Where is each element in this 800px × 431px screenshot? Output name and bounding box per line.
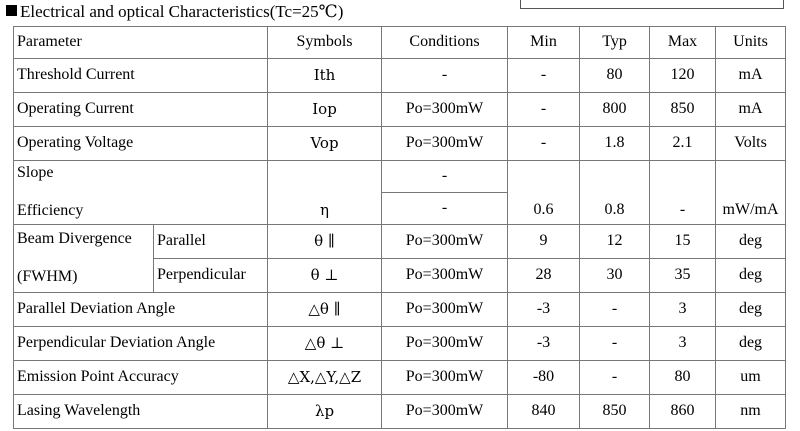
symbol-cell: θ ⊥	[268, 258, 382, 292]
min-cell: -3	[508, 292, 580, 326]
square-bullet-icon	[6, 5, 17, 16]
slope-efficiency-label	[17, 162, 264, 222]
symbol-cell: Ith	[268, 58, 382, 92]
units-cell: nm	[716, 394, 786, 428]
parameter-cell: Parallel Deviation Angle	[14, 292, 268, 326]
units-cell: mA	[716, 92, 786, 126]
units-cell: um	[716, 360, 786, 394]
units-cell: deg	[716, 258, 786, 292]
conditions-cell: Po=300mW	[382, 326, 508, 360]
conditions-cell: Po=300mW	[382, 126, 508, 160]
typ-cell: 12	[580, 224, 650, 258]
sub-parameter-cell: Parallel	[154, 224, 268, 258]
section-title	[6, 2, 343, 22]
max-cell: 15	[650, 224, 716, 258]
conditions-cell: Po=300mW	[382, 292, 508, 326]
symbol-cell: η	[268, 160, 382, 224]
units-cell: Volts	[716, 126, 786, 160]
parameter-cell: Operating Current	[14, 92, 268, 126]
units-cell: deg	[716, 224, 786, 258]
top-frame-edge	[520, 0, 784, 9]
parameter-cell: Threshold Current	[14, 58, 268, 92]
conditions-cell: -	[382, 160, 508, 192]
max-cell: 860	[650, 394, 716, 428]
units-cell: deg	[716, 292, 786, 326]
table-row	[14, 126, 786, 160]
parameter-cell	[14, 224, 154, 292]
symbol-cell: θ ∥	[268, 224, 382, 258]
typ-cell: 850	[580, 394, 650, 428]
min-cell: -	[508, 58, 580, 92]
header-conditions: Conditions	[382, 27, 508, 59]
units-cell: mW/mA	[716, 160, 786, 224]
parameter-line: Beam Divergence	[17, 230, 132, 248]
header-symbols: Symbols	[268, 27, 382, 59]
min-cell: 840	[508, 394, 580, 428]
sub-parameter-cell: Perpendicular	[154, 258, 268, 292]
typ-cell: 80	[580, 58, 650, 92]
table-row	[14, 224, 786, 258]
typ-cell: 0.8	[580, 160, 650, 224]
conditions-cell: -	[382, 192, 508, 224]
header-min: Min	[508, 27, 580, 59]
parameter-cell: Lasing Wavelength	[14, 394, 268, 428]
max-cell: 3	[650, 292, 716, 326]
max-cell: 35	[650, 258, 716, 292]
header-parameter: Parameter	[14, 27, 268, 59]
header-typ: Typ	[580, 27, 650, 59]
parameter-cell	[14, 160, 268, 224]
symbol-cell: λp	[268, 394, 382, 428]
beam-divergence-label	[17, 228, 150, 288]
min-cell: 0.6	[508, 160, 580, 224]
min-cell: -	[508, 126, 580, 160]
table-row	[14, 292, 786, 326]
parameter-line: Slope	[17, 164, 54, 182]
parameter-cell: Emission Point Accuracy	[14, 360, 268, 394]
units-cell: mA	[716, 58, 786, 92]
conditions-cell: Po=300mW	[382, 224, 508, 258]
table-row	[14, 394, 786, 428]
min-cell: 28	[508, 258, 580, 292]
table-row	[14, 58, 786, 92]
parameter-cell: Perpendicular Deviation Angle	[14, 326, 268, 360]
min-cell: -3	[508, 326, 580, 360]
table-row	[14, 360, 786, 394]
symbol-cell: △θ ⊥	[268, 326, 382, 360]
typ-cell: -	[580, 360, 650, 394]
symbol-cell: Iop	[268, 92, 382, 126]
section-title-text: Electrical and optical Characteristics(Tc=25℃)	[20, 2, 344, 21]
min-cell: -	[508, 92, 580, 126]
characteristics-table	[13, 26, 786, 429]
conditions-cell: Po=300mW	[382, 258, 508, 292]
table-row	[14, 160, 786, 192]
max-cell: 3	[650, 326, 716, 360]
header-units: Units	[716, 27, 786, 59]
typ-cell: -	[580, 292, 650, 326]
max-cell: -	[650, 160, 716, 224]
symbol-cell: Vop	[268, 126, 382, 160]
symbol-cell: △X,△Y,△Z	[268, 360, 382, 394]
max-cell: 120	[650, 58, 716, 92]
typ-cell: 30	[580, 258, 650, 292]
parameter-line: (FWHM)	[17, 268, 78, 286]
conditions-cell: Po=300mW	[382, 92, 508, 126]
symbol-cell: △θ ∥	[268, 292, 382, 326]
max-cell: 850	[650, 92, 716, 126]
conditions-cell: Po=300mW	[382, 360, 508, 394]
max-cell: 2.1	[650, 126, 716, 160]
header-max: Max	[650, 27, 716, 59]
header-row	[14, 27, 786, 59]
typ-cell: 800	[580, 92, 650, 126]
table-row	[14, 92, 786, 126]
typ-cell: 1.8	[580, 126, 650, 160]
min-cell: 9	[508, 224, 580, 258]
table-row	[14, 326, 786, 360]
conditions-cell: -	[382, 58, 508, 92]
parameter-cell: Operating Voltage	[14, 126, 268, 160]
typ-cell: -	[580, 326, 650, 360]
min-cell: -80	[508, 360, 580, 394]
units-cell: deg	[716, 326, 786, 360]
max-cell: 80	[650, 360, 716, 394]
parameter-line: Efficiency	[17, 202, 84, 220]
conditions-cell: Po=300mW	[382, 394, 508, 428]
